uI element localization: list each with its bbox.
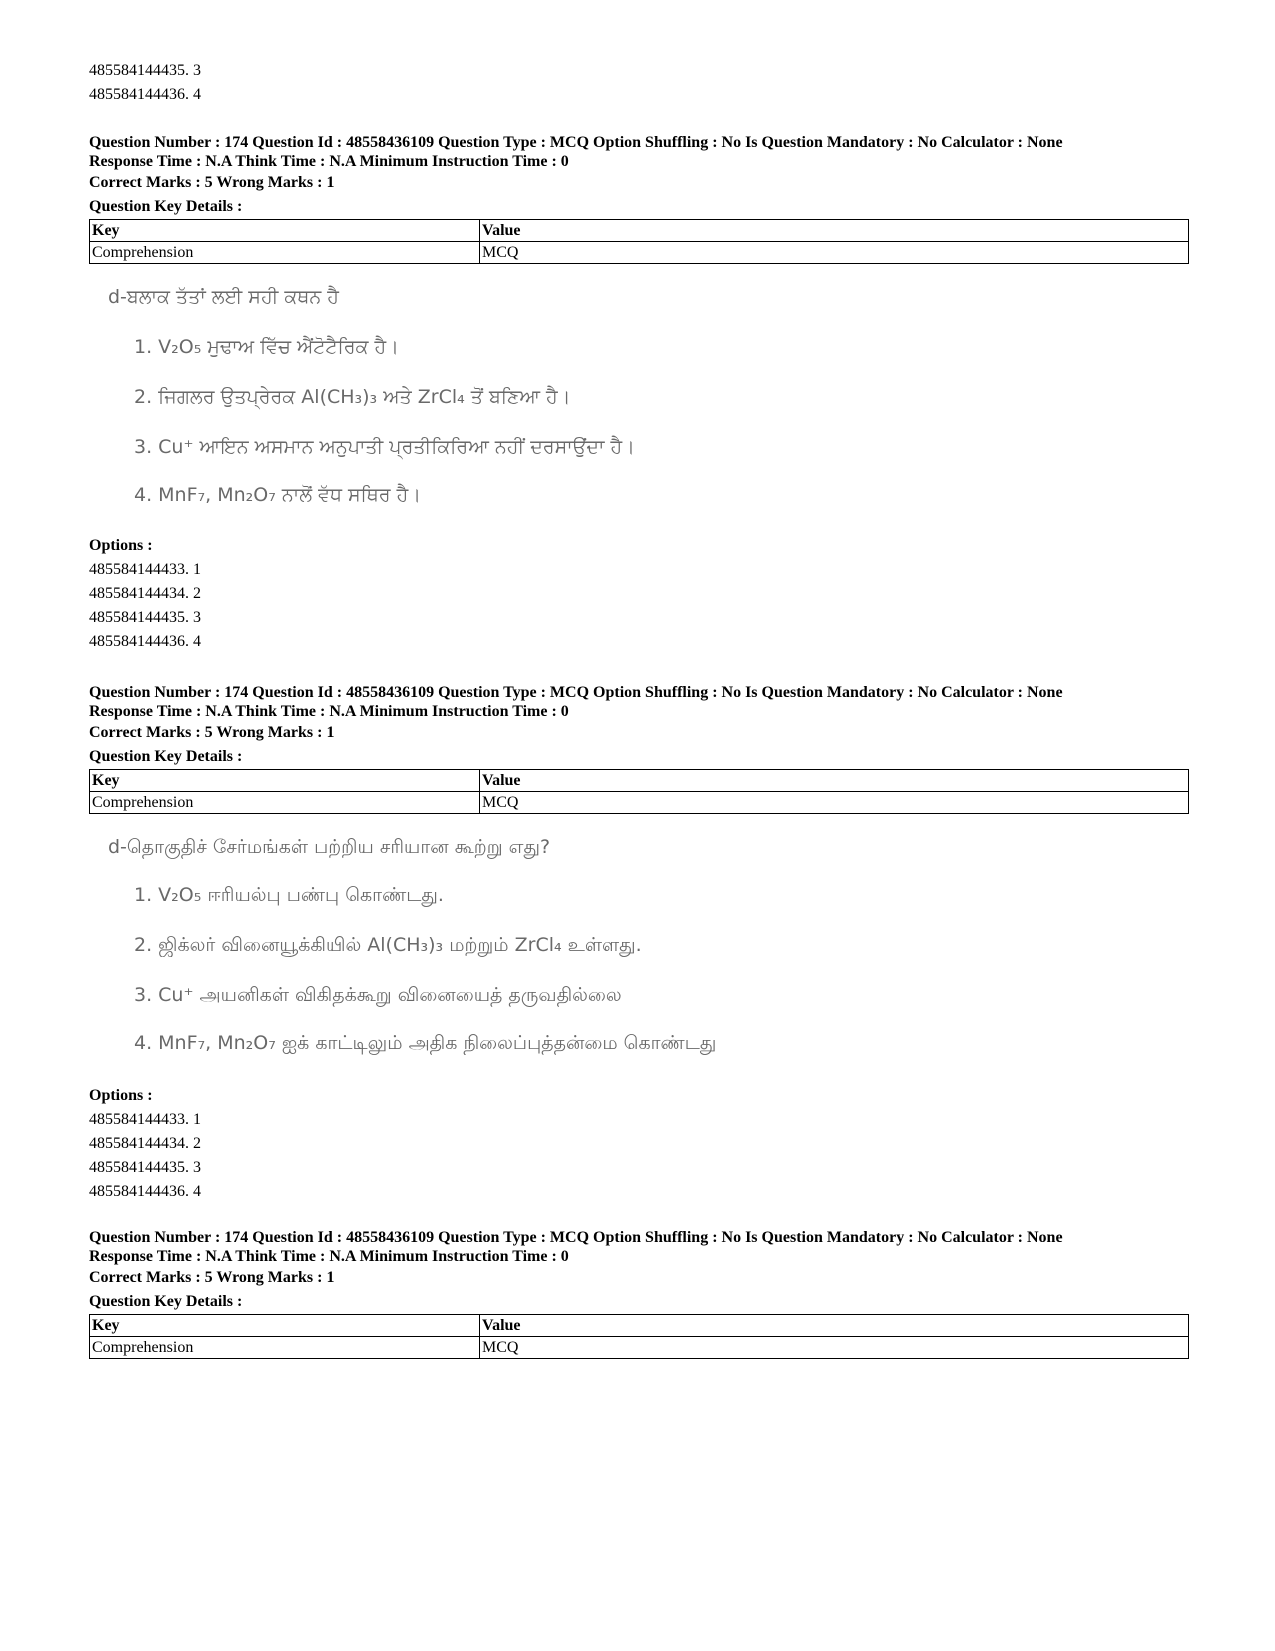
table-cell-value: MCQ [480, 242, 1189, 264]
question-image [89, 814, 1189, 1084]
question-block-2 [89, 683, 1189, 1204]
question-statement: 2. ஜிக்லர் வினையூக்கியில் Al(CH₃)₃ மற்றும் ZrCl₄ உள்ளது. [134, 934, 642, 956]
question-block-3 [89, 1228, 1189, 1359]
table-cell-value: MCQ [480, 792, 1189, 814]
table-header-key: Key [90, 1315, 480, 1337]
key-value-table [89, 769, 1189, 814]
option-line: 485584144433. 1 [89, 561, 201, 578]
key-details-label: Question Key Details : [89, 748, 243, 765]
table-header-value: Value [480, 220, 1189, 242]
option-line: 485584144436. 4 [89, 633, 201, 650]
key-details-label: Question Key Details : [89, 1293, 243, 1310]
question-statement: 4. MnF₇, Mn₂O₇ ਨਾਲੋਂ ਵੱਧ ਸਥਿਰ ਹੈ। [134, 484, 422, 506]
table-header-value: Value [480, 770, 1189, 792]
table-cell-key: Comprehension [90, 1337, 480, 1359]
key-value-table [89, 219, 1189, 264]
option-line: 485584144435. 3 [89, 609, 201, 626]
table-header-key: Key [90, 770, 480, 792]
options-label: Options : [89, 1087, 153, 1104]
question-meta-line-1: Question Number : 174 Question Id : 48558436109 Question Type : MCQ Option Shuffling : No Is Question Mandatory : No Calculator : None [89, 684, 1063, 701]
table-header-row [90, 770, 1189, 792]
table-header-value: Value [480, 1315, 1189, 1337]
table-header-row [90, 1315, 1189, 1337]
table-cell-key: Comprehension [90, 792, 480, 814]
table-header-row [90, 220, 1189, 242]
key-value-table [89, 1314, 1189, 1359]
question-meta-line-2: Response Time : N.A Think Time : N.A Minimum Instruction Time : 0 [89, 1248, 569, 1265]
option-line: 485584144435. 3 [89, 1159, 201, 1176]
question-meta-line-1: Question Number : 174 Question Id : 48558436109 Question Type : MCQ Option Shuffling : No Is Question Mandatory : No Calculator : None [89, 1229, 1063, 1246]
option-line: 485584144433. 1 [89, 1111, 201, 1128]
table-row [90, 242, 1189, 264]
table-cell-value: MCQ [480, 1337, 1189, 1359]
option-line: 485584144436. 4 [89, 1183, 201, 1200]
table-header-key: Key [90, 220, 480, 242]
question-meta-line-2: Response Time : N.A Think Time : N.A Minimum Instruction Time : 0 [89, 153, 569, 170]
question-statement: 1. V₂O₅ ਮੁਢਾਅ ਵਿੱਚ ਐਂਟੋਟੈਰਿਕ ਹੈ। [134, 336, 399, 358]
question-statement: 2. ਜਿਗਲਰ ਉਤਪ੍ਰੇਰਕ Al(CH₃)₃ ਅਤੇ ZrCl₄ ਤੋਂ ਬਣਿਆ ਹੈ। [134, 386, 571, 408]
table-row [90, 792, 1189, 814]
marks-line: Correct Marks : 5 Wrong Marks : 1 [89, 1269, 335, 1286]
table-row [90, 1337, 1189, 1359]
question-title: d-தொகுதிச் சேர்மங்கள் பற்றிய சரியான கூற்று எது? [108, 836, 551, 858]
table-cell-key: Comprehension [90, 242, 480, 264]
question-statement: 1. V₂O₅ ஈரியல்பு பண்பு கொண்டது. [134, 884, 444, 906]
question-meta-line-2: Response Time : N.A Think Time : N.A Minimum Instruction Time : 0 [89, 703, 569, 720]
marks-line: Correct Marks : 5 Wrong Marks : 1 [89, 174, 335, 191]
key-details-label: Question Key Details : [89, 198, 243, 215]
option-line: 485584144434. 2 [89, 585, 201, 602]
question-statement: 3. Cu⁺ அயனிகள் விகிதக்கூறு வினையைத் தருவதில்லை [134, 984, 622, 1006]
option-line: 485584144434. 2 [89, 1135, 201, 1152]
question-statement: 4. MnF₇, Mn₂O₇ ஐக் காட்டிலும் அதிக நிலைப்புத்தன்மை கொண்டது [134, 1032, 717, 1054]
top-options [89, 59, 201, 107]
question-title: d-ਬਲਾਕ ਤੱਤਾਂ ਲਈ ਸਹੀ ਕਥਨ ਹੈ [108, 286, 339, 308]
options-label: Options : [89, 537, 153, 554]
option-line: 485584144435. 3 [89, 62, 201, 79]
question-statement: 3. Cu⁺ ਆਇਨ ਅਸਮਾਨ ਅਨੁਪਾਤੀ ਪ੍ਰਤੀਕਿਰਿਆ ਨਹੀਂ ਦਰਸਾਉਂਦਾ ਹੈ। [134, 436, 635, 458]
question-image [89, 264, 1189, 534]
question-block-1 [89, 133, 1189, 654]
option-line: 485584144436. 4 [89, 86, 201, 103]
question-meta-line-1: Question Number : 174 Question Id : 48558436109 Question Type : MCQ Option Shuffling : No Is Question Mandatory : No Calculator : None [89, 134, 1063, 151]
marks-line: Correct Marks : 5 Wrong Marks : 1 [89, 724, 335, 741]
